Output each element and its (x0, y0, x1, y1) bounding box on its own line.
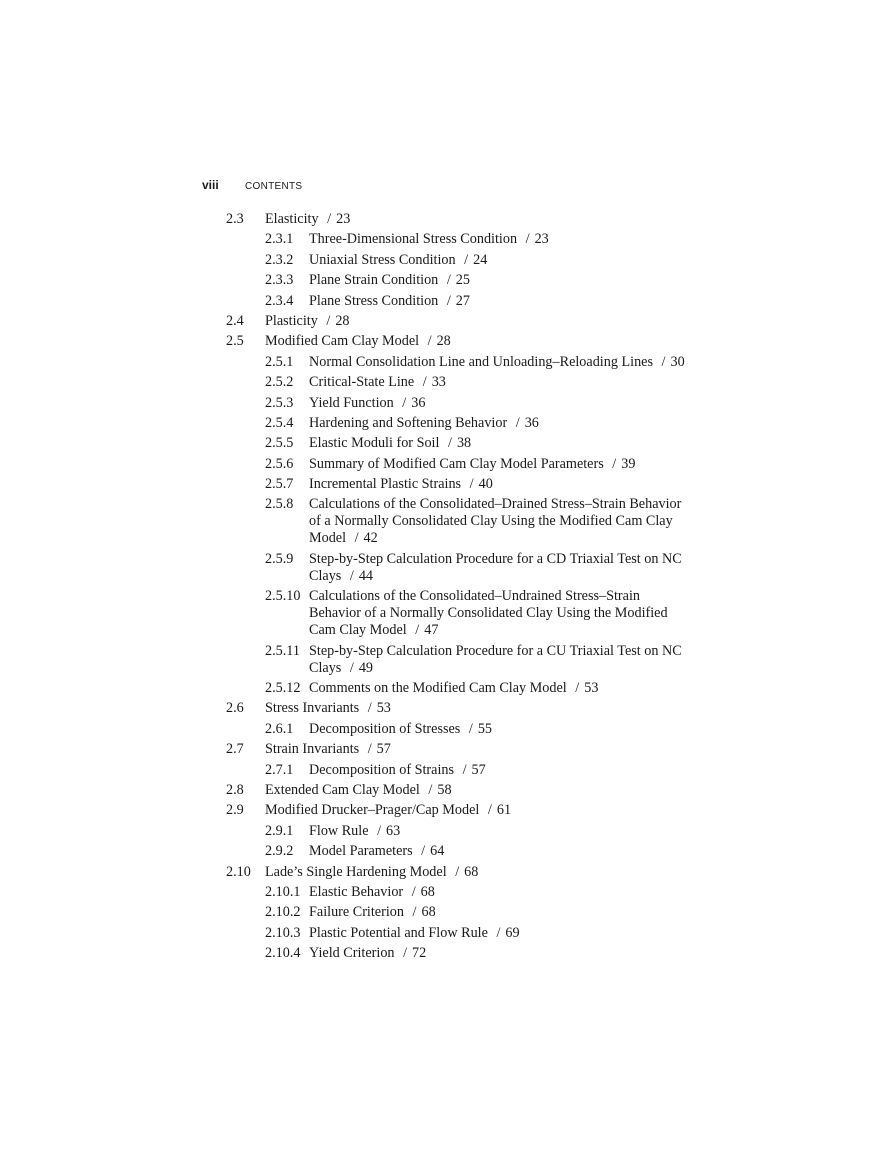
page-reference: 27 (455, 292, 470, 309)
section-title-line (309, 843, 689, 860)
section-title: Critical-State Line (309, 374, 415, 391)
page-reference: 36 (524, 414, 539, 431)
section-title-line (309, 272, 689, 289)
page-reference: 28 (335, 312, 350, 329)
page-separator: / (403, 945, 408, 962)
toc-subsection-entry (0, 588, 893, 639)
page-separator: / (469, 476, 474, 493)
section-number: 2.9.1 (265, 822, 294, 839)
section-title-line (309, 884, 689, 901)
page-separator: / (446, 292, 451, 309)
section-title-line (265, 700, 705, 717)
page-reference: 61 (496, 802, 512, 819)
page-number: viii (202, 178, 219, 192)
section-number: 2.9.2 (265, 843, 294, 860)
section-number: 2.6 (226, 700, 244, 717)
section-title: Elasticity (265, 211, 319, 227)
section-title-line (309, 551, 689, 585)
toc-section-entry (0, 700, 893, 717)
section-title-line (309, 643, 689, 677)
page-separator: / (402, 394, 407, 411)
page-reference: 25 (455, 272, 470, 289)
page-separator: / (446, 272, 451, 289)
section-number: 2.5.7 (265, 476, 294, 493)
section-title-line (265, 741, 705, 758)
page-separator: / (487, 802, 492, 819)
page-reference: 40 (478, 476, 493, 493)
section-title: Strain Invariants (265, 741, 360, 758)
section-title: Comments on the Modified Cam Clay Model (309, 680, 567, 697)
page-separator: / (421, 843, 426, 860)
page-reference: 36 (411, 394, 426, 411)
section-title-line (309, 354, 689, 371)
page-reference: 44 (358, 567, 374, 584)
page-separator: / (377, 822, 382, 839)
section-title: Stress Invariants (265, 700, 360, 717)
section-title: Modified Cam Clay Model (265, 333, 420, 350)
page-separator: / (455, 863, 460, 880)
section-number: 2.10 (226, 863, 251, 880)
section-title: Lade’s Single Hardening Model (265, 863, 447, 880)
page-separator: / (354, 530, 359, 547)
page-reference: 39 (621, 455, 636, 472)
toc-subsection-entry (0, 945, 893, 962)
section-title-line (309, 496, 689, 547)
table-of-contents (0, 211, 893, 966)
page-separator: / (349, 659, 354, 676)
section-title: Incremental Plastic Strains (309, 476, 462, 493)
section-title-line (265, 864, 705, 881)
section-title-line (309, 680, 689, 697)
page-reference: 47 (424, 622, 439, 639)
page-reference: 23 (534, 231, 549, 248)
toc-subsection-entry (0, 823, 893, 840)
page-separator: / (367, 741, 372, 758)
toc-subsection-entry (0, 374, 893, 391)
section-title-line (265, 313, 705, 330)
section-title-line (309, 456, 689, 473)
section-title-line (265, 211, 705, 228)
page-reference: 33 (431, 374, 446, 391)
toc-subsection-entry (0, 272, 893, 289)
section-number: 2.5.5 (265, 435, 294, 452)
page-reference: 57 (376, 741, 391, 758)
page-reference: 28 (436, 333, 451, 350)
toc-section-entry (0, 211, 893, 228)
page-reference: 69 (505, 924, 520, 941)
section-title: Extended Cam Clay Model (265, 781, 420, 798)
section-title: Step-by-Step Calculation Procedure for a CU Triaxial Test on NC Clays (309, 642, 682, 676)
section-number: 2.5.10 (265, 588, 301, 605)
section-title: Flow Rule (309, 822, 369, 839)
page-reference: 57 (471, 761, 486, 778)
page-separator: / (462, 761, 467, 778)
section-number: 2.5.8 (265, 496, 294, 513)
section-number: 2.4 (226, 312, 244, 329)
page-separator: / (468, 720, 473, 737)
toc-subsection-entry (0, 721, 893, 738)
section-title-line (309, 374, 689, 391)
section-number: 2.3.1 (265, 231, 294, 248)
toc-section-entry (0, 782, 893, 799)
running-head-title: CONTENTS (245, 181, 303, 192)
section-title: Hardening and Softening Behavior (309, 414, 508, 431)
page-reference: 58 (437, 781, 452, 798)
section-number: 2.7.1 (265, 761, 294, 778)
section-number: 2.5 (226, 333, 244, 350)
section-number: 2.5.4 (265, 414, 294, 431)
toc-subsection-entry (0, 456, 893, 473)
toc-subsection-entry (0, 496, 893, 547)
section-number: 2.3.4 (265, 292, 294, 309)
section-number: 2.9 (226, 802, 244, 819)
toc-subsection-entry (0, 643, 893, 677)
section-title-line (309, 721, 689, 738)
page-separator: / (427, 333, 432, 350)
section-title-line (309, 945, 689, 962)
section-title: Summary of Modified Cam Clay Model Parameters (309, 455, 604, 472)
toc-subsection-entry (0, 884, 893, 901)
page-separator: / (515, 414, 520, 431)
section-title-line (309, 435, 689, 452)
page-reference: 55 (477, 720, 493, 737)
running-head (202, 178, 302, 192)
section-title-line (265, 782, 705, 799)
section-title: Yield Function (309, 394, 394, 411)
page-separator: / (448, 435, 452, 452)
toc-subsection-entry (0, 395, 893, 412)
page-reference: 53 (584, 680, 599, 697)
toc-subsection-entry (0, 252, 893, 269)
page-reference: 24 (473, 251, 488, 268)
page-separator: / (327, 211, 332, 227)
section-number: 2.8 (226, 781, 244, 798)
section-title: Plane Stress Condition (309, 292, 439, 309)
section-title: Normal Consolidation Line and Unloading–Reloading Lines (309, 353, 653, 370)
page-reference: 49 (358, 659, 374, 676)
toc-section-entry (0, 313, 893, 330)
toc-subsection-entry (0, 435, 893, 452)
page-separator: / (575, 680, 580, 697)
section-title: Uniaxial Stress Condition (309, 251, 456, 268)
section-title: Decomposition of Strains (309, 761, 455, 778)
section-number: 2.10.2 (265, 904, 301, 921)
page-reference: 53 (376, 700, 391, 717)
section-number: 2.5.3 (265, 394, 294, 411)
section-number: 2.6.1 (265, 720, 294, 737)
section-title-line (309, 476, 689, 493)
section-number: 2.5.9 (265, 550, 294, 567)
toc-subsection-entry (0, 293, 893, 310)
section-title-line (309, 904, 689, 921)
section-number: 2.5.6 (265, 455, 294, 472)
section-title-line (265, 333, 705, 350)
toc-section-entry (0, 741, 893, 758)
section-title-line (309, 925, 689, 942)
section-title: Three-Dimensional Stress Condition (309, 231, 518, 248)
section-number: 2.7 (226, 741, 244, 758)
section-title: Plane Strain Condition (309, 272, 439, 289)
toc-subsection-entry (0, 476, 893, 493)
section-title-line (309, 823, 689, 840)
section-number: 2.3.2 (265, 251, 294, 268)
page-reference: 68 (464, 863, 479, 880)
section-title-line (309, 762, 689, 779)
page-reference: 64 (430, 843, 445, 860)
section-title: Modified Drucker–Prager/Cap Model (265, 802, 480, 819)
page-reference: 42 (363, 530, 378, 547)
toc-section-entry (0, 802, 893, 819)
page-separator: / (661, 353, 666, 370)
toc-section-entry (0, 864, 893, 881)
page-separator: / (612, 455, 617, 472)
toc-subsection-entry (0, 680, 893, 697)
section-title: Calculations of the Consolidated–Drained Stress–Strain Behavior of a Normally Consolidated Clay Using the Modified Cam Clay Model (309, 496, 682, 547)
page-separator: / (464, 251, 469, 268)
toc-subsection-entry (0, 904, 893, 921)
page-separator: / (428, 781, 433, 798)
section-number: 2.10.3 (265, 924, 301, 941)
page-reference: 72 (412, 945, 427, 962)
page-reference: 30 (670, 353, 685, 370)
toc-subsection-entry (0, 762, 893, 779)
section-title: Elastic Behavior (309, 883, 404, 900)
page-separator: / (367, 700, 372, 717)
section-number: 2.5.11 (265, 642, 300, 659)
page-reference: 63 (386, 822, 401, 839)
page-separator: / (412, 904, 417, 921)
section-title: Elastic Moduli for Soil (309, 435, 440, 452)
section-number: 2.5.12 (265, 680, 301, 697)
section-title: Decomposition of Stresses (309, 720, 461, 737)
section-number: 2.5.1 (265, 353, 294, 370)
toc-subsection-entry (0, 415, 893, 432)
section-title: Plasticity (265, 312, 318, 329)
section-title: Step-by-Step Calculation Procedure for a CD Triaxial Test on NC Clays (309, 550, 682, 584)
section-title: Plastic Potential and Flow Rule (309, 924, 488, 941)
toc-subsection-entry (0, 843, 893, 860)
section-number: 2.5.2 (265, 374, 294, 391)
section-number: 2.10.4 (265, 945, 301, 962)
toc-subsection-entry (0, 925, 893, 942)
section-title-line (309, 395, 689, 412)
page-separator: / (411, 883, 416, 900)
page-reference: 23 (336, 211, 351, 227)
page-reference: 68 (420, 883, 435, 900)
section-title-line (309, 588, 689, 639)
toc-subsection-entry (0, 551, 893, 585)
toc-section-entry (0, 333, 893, 350)
section-number: 2.3.3 (265, 272, 294, 289)
section-title: Failure Criterion (309, 904, 404, 921)
page-separator: / (415, 622, 420, 639)
page-reference: 68 (421, 904, 436, 921)
toc-subsection-entry (0, 354, 893, 371)
section-title-line (309, 231, 689, 248)
section-title: Calculations of the Consolidated–Undrained Stress–Strain Behavior of a Normally Consolidated Clay Using the Modified Cam Clay Model (309, 588, 668, 639)
section-title-line (309, 293, 689, 310)
section-title-line (309, 415, 689, 432)
section-title-line (265, 802, 705, 819)
page-separator: / (349, 567, 354, 584)
toc-subsection-entry (0, 231, 893, 248)
page-separator: / (496, 924, 501, 941)
page-separator: / (422, 374, 427, 391)
section-number: 2.3 (226, 211, 244, 227)
page-separator: / (525, 231, 530, 248)
page-reference: 38 (456, 435, 472, 452)
page-separator: / (326, 312, 331, 329)
section-title: Yield Criterion (309, 945, 395, 962)
section-title: Model Parameters (309, 843, 413, 860)
section-number: 2.10.1 (265, 883, 301, 900)
section-title-line (309, 252, 689, 269)
